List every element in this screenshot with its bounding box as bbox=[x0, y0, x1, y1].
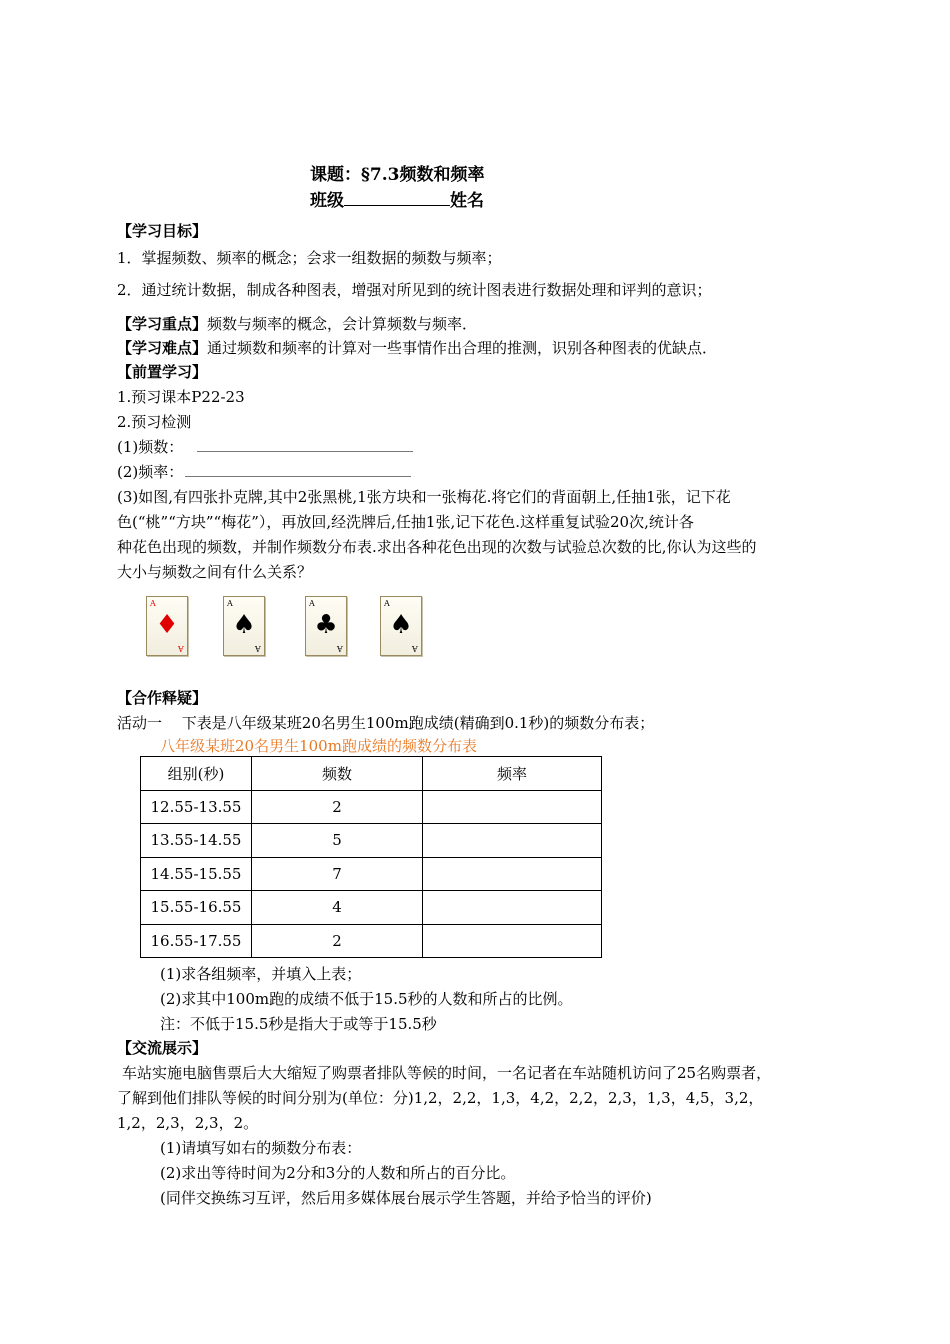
rate-cell[interactable] bbox=[423, 857, 602, 891]
preview-line-1: 1.预习课本P22-23 bbox=[117, 388, 245, 406]
key-point bbox=[117, 313, 477, 334]
rate-label: (2)频率： bbox=[117, 463, 184, 481]
exchange-paragraph-line: 车站实施电脑售票后大大缩短了购票者排队等候的时间，一名记者在车站随机访问了25名购票者， bbox=[122, 1064, 772, 1082]
spade-card-2 bbox=[380, 596, 422, 656]
table-row bbox=[141, 924, 602, 958]
card-rank: A bbox=[178, 644, 184, 653]
club-icon: ♣ bbox=[314, 610, 338, 640]
frequency-question bbox=[117, 436, 413, 457]
page-title: 课题：§7.3频数和频率 bbox=[310, 165, 485, 185]
cooperate-note: 注：不低于15.5秒是指大于或等于15.5秒 bbox=[160, 1015, 437, 1033]
cooperate-question-2: (2)求其中100m跑的成绩不低于15.5秒的人数和所占的比例。 bbox=[160, 990, 573, 1008]
header-frequency: 频数 bbox=[252, 757, 423, 791]
rate-cell[interactable] bbox=[423, 924, 602, 958]
preview-line-2: 2.预习检测 bbox=[117, 413, 192, 431]
table-row bbox=[141, 891, 602, 925]
name-label: 姓名 bbox=[450, 191, 484, 211]
objectives-heading: 【学习目标】 bbox=[117, 222, 208, 240]
card-rank: A bbox=[227, 599, 233, 608]
group-cell: 16.55-17.55 bbox=[141, 924, 252, 958]
frequency-cell: 2 bbox=[252, 924, 423, 958]
class-label: 班级 bbox=[310, 191, 344, 211]
difficulty-heading: 【学习难点】 bbox=[117, 339, 208, 357]
rate-question bbox=[117, 461, 411, 482]
frequency-cell: 7 bbox=[252, 857, 423, 891]
frequency-cell: 4 bbox=[252, 891, 423, 925]
exchange-paragraph-line: 了解到他们排队等候的时间分别为(单位：分)1,2，2,2，1,3，4,2，2,2，2,3，1,3，4,5，3,2， bbox=[117, 1089, 764, 1107]
frequency-cell: 5 bbox=[252, 824, 423, 858]
card-rank: A bbox=[384, 599, 390, 608]
key-point-text: 频数与频率的概念，会计算频数与频率． bbox=[207, 315, 478, 333]
difficulty bbox=[117, 337, 717, 358]
exchange-paragraph-line: 1,2，2,3，2,3，2。 bbox=[117, 1114, 259, 1132]
frequency-answer-field[interactable] bbox=[197, 441, 413, 452]
group-cell: 15.55-16.55 bbox=[141, 891, 252, 925]
rate-answer-field[interactable] bbox=[185, 466, 411, 477]
rate-cell[interactable] bbox=[423, 891, 602, 925]
frequency-table bbox=[140, 756, 602, 958]
difficulty-text: 通过频数和频率的计算对一些事情作出合理的推测，识别各种图表的优缺点． bbox=[207, 339, 718, 357]
rate-cell[interactable] bbox=[423, 824, 602, 858]
card-rank: A bbox=[337, 644, 343, 653]
diamond-icon: ♦ bbox=[155, 610, 179, 640]
card-question-line: 大小与频数之间有什么关系？ bbox=[117, 563, 313, 581]
frequency-cell: 2 bbox=[252, 790, 423, 824]
card-rank: A bbox=[150, 599, 156, 608]
card-question-line: (3)如图,有四张扑克牌,其中2张黑桃,1张方块和一张梅花.将它们的背面朝上,任抽1张，记下花 bbox=[117, 488, 731, 506]
group-cell: 14.55-15.55 bbox=[141, 857, 252, 891]
objective-item: 2．通过统计数据，制成各种图表，增强对所见到的统计图表进行数据处理和评判的意识； bbox=[117, 281, 712, 299]
group-cell: 13.55-14.55 bbox=[141, 824, 252, 858]
exchange-heading: 【交流展示】 bbox=[117, 1039, 208, 1057]
spade-card bbox=[223, 596, 265, 656]
table-row bbox=[141, 790, 602, 824]
class-name-line bbox=[310, 186, 484, 211]
card-question-line: 色(“桃”“方块”“梅花”），再放回,经洗牌后,任抽1张,记下花色.这样重复试验20次,统计各 bbox=[117, 513, 694, 531]
cooperate-heading: 【合作释疑】 bbox=[117, 689, 208, 707]
diamond-card bbox=[146, 596, 188, 656]
class-field[interactable] bbox=[344, 191, 450, 206]
table-caption: 八年级某班20名男生100m跑成绩的频数分布表 bbox=[160, 737, 477, 755]
table-row bbox=[141, 857, 602, 891]
card-question-line: 种花色出现的频数，并制作频数分布表.求出各种花色出现的次数与试验总次数的比,你认为这些的 bbox=[117, 538, 757, 556]
cooperate-question-1: (1)求各组频率，并填入上表； bbox=[160, 965, 362, 983]
card-rank: A bbox=[309, 599, 315, 608]
activity-intro: 活动一 下表是八年级某班20名男生100m跑成绩(精确到0.1秒)的频数分布表； bbox=[117, 714, 655, 732]
objective-item: 1．掌握频数、频率的概念；会求一组数据的频数与频率； bbox=[117, 249, 502, 267]
club-card bbox=[305, 596, 347, 656]
table-row bbox=[141, 824, 602, 858]
key-point-heading: 【学习重点】 bbox=[117, 315, 208, 333]
card-rank: A bbox=[255, 644, 261, 653]
spade-icon: ♠ bbox=[389, 610, 413, 640]
group-cell: 12.55-13.55 bbox=[141, 790, 252, 824]
frequency-label: (1)频数： bbox=[117, 438, 184, 456]
table-header-row bbox=[141, 757, 602, 791]
exchange-question-3: (同伴交换练习互评，然后用多媒体展台展示学生答题，并给予恰当的评价) bbox=[160, 1189, 652, 1207]
exchange-question-2: (2)求出等待时间为2分和3分的人数和所占的百分比。 bbox=[160, 1164, 516, 1182]
header-rate: 频率 bbox=[423, 757, 602, 791]
preview-heading: 【前置学习】 bbox=[117, 363, 208, 381]
exchange-question-1: (1)请填写如右的频数分布表： bbox=[160, 1139, 362, 1157]
spade-icon: ♠ bbox=[232, 610, 256, 640]
card-rank: A bbox=[412, 644, 418, 653]
header-group: 组别(秒) bbox=[141, 757, 252, 791]
rate-cell[interactable] bbox=[423, 790, 602, 824]
